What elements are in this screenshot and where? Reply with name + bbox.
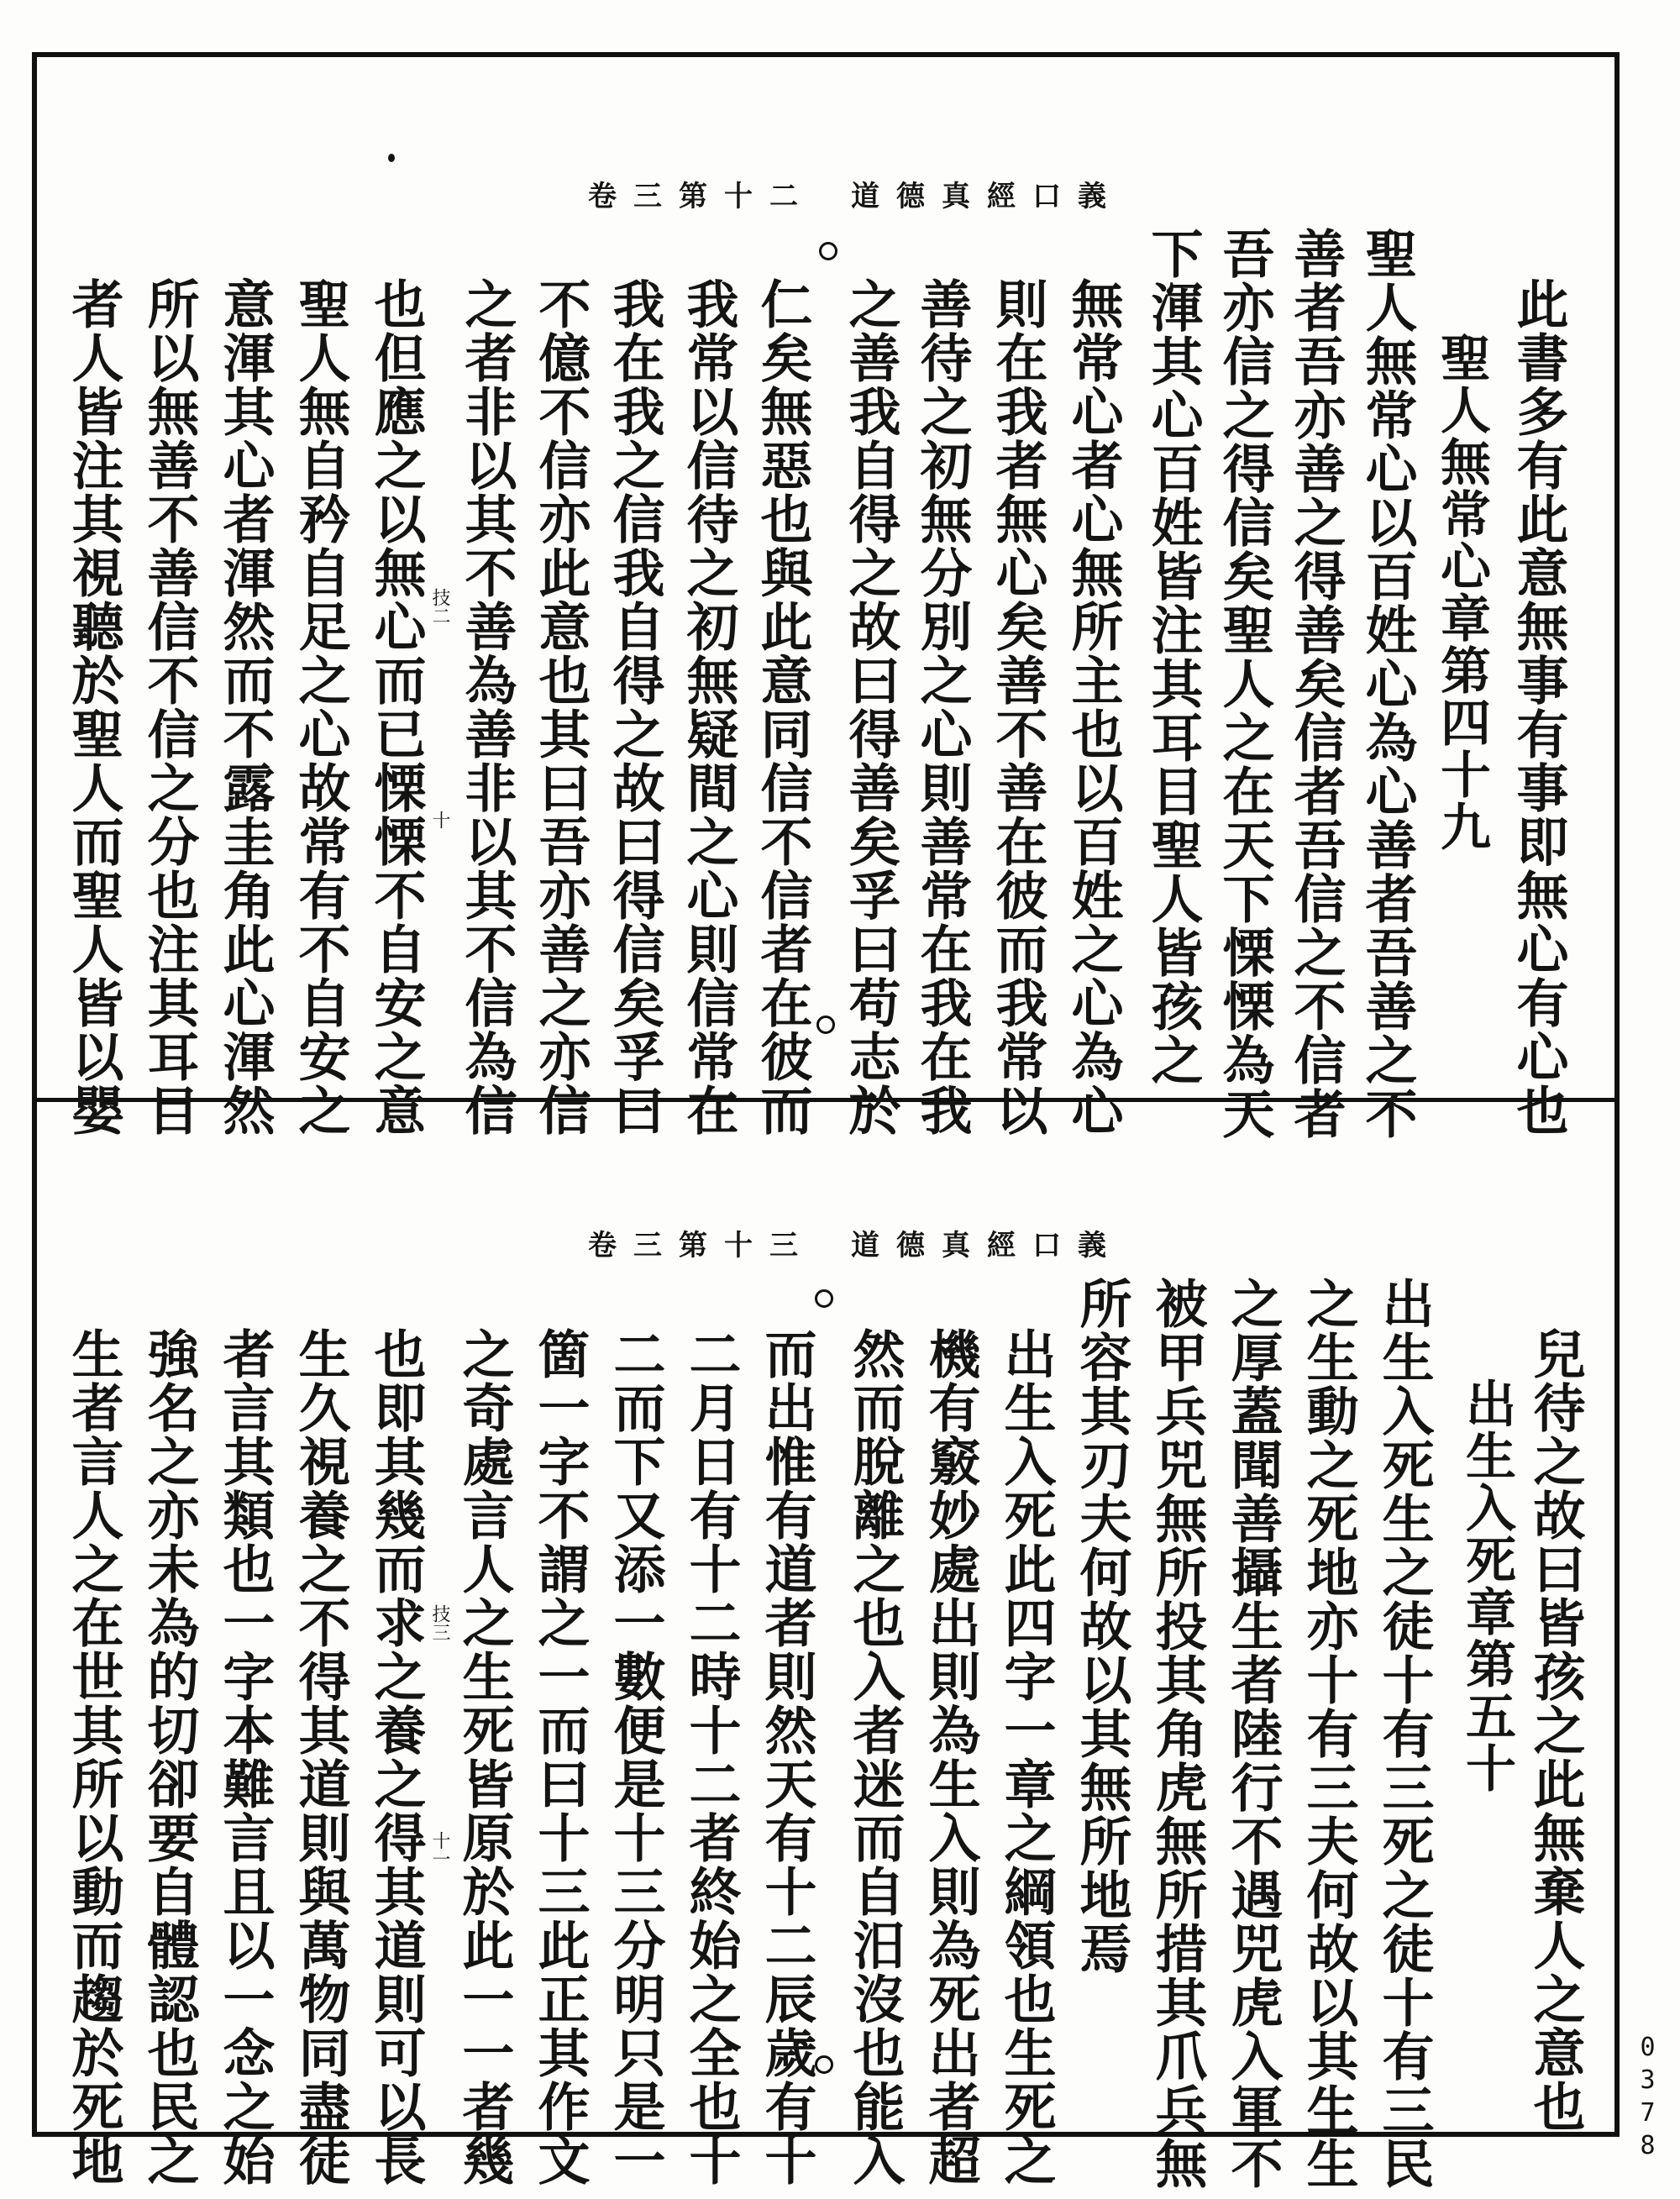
top-col-7: 無常心者心無所主也以百姓之心為心 <box>1063 277 1124 1137</box>
bottom-margin-note-2: 十一 <box>429 1831 450 1868</box>
bottom-col-3: 出生入死生之徒十有三死之徒十有三民 <box>1373 1277 1435 2191</box>
top-col-17: 聖人無自矜自足之心故常有不自安之 <box>290 277 351 1137</box>
bottom-header-title: 道德真經口義 <box>851 1229 1123 1262</box>
top-margin-note-2: 十 <box>429 811 450 829</box>
bottom-col-8: 出生入死此四字一章之綱領也生死之 <box>995 1327 1057 2187</box>
top-col-4: 善者吾亦善之得善矣信者吾信之不信者 <box>1285 227 1347 1141</box>
bottom-col-19: 強名之亦未為的切卻要自體認也民之 <box>139 1327 200 2187</box>
top-col-8: 則在我者無心矣善不善在彼而我常以 <box>987 277 1048 1137</box>
bottom-col-7: 所容其刃夫何故以其無所地焉 <box>1071 1277 1132 1976</box>
top-col-10: 之善我自得之故曰得善矣孚曰苟志於 <box>840 277 901 1137</box>
bottom-col-9: 機有竅妙處出則為生入則為死出者超 <box>920 1327 981 2187</box>
top-col-6: 下渾其心百姓皆注其耳目聖人皆孩之 <box>1142 227 1204 1087</box>
bottom-col-11: 而出惟有道者則然天有十二辰歲有十 <box>756 1327 817 2187</box>
top-col-5: 吾亦信之得信矣聖人之在天下慄慄為天 <box>1214 227 1275 1141</box>
bottom-col-18: 者言其類也一字本難言且以一念之始 <box>214 1327 276 2187</box>
top-circle-mark-2 <box>816 1016 835 1034</box>
page-number: 0378 <box>1633 2033 1662 2164</box>
top-col-16: 也但應之以無心而已慄慄不自安之意 <box>365 277 427 1137</box>
top-col-19: 所以無善不善信不信之分也注其耳目 <box>139 277 200 1137</box>
top-col-9: 善待之初無分別之心則善常在我在我 <box>911 277 973 1137</box>
top-chapter-title: 聖人無常心章第四十九 <box>1432 332 1491 853</box>
bottom-col-14: 箇一字不謂之一而曰十三此正其作文 <box>529 1327 591 2187</box>
bottom-col-16: 也即其幾而求之養之得其道則可以長 <box>365 1327 427 2187</box>
top-header-title: 道德真經口義 <box>851 180 1123 213</box>
bottom-margin-note-1: 技三 <box>429 1604 450 1641</box>
bottom-col-1: 兒待之故曰皆孩之此無棄人之意也 <box>1525 1327 1586 2133</box>
top-margin-note-1: 技二 <box>429 588 450 625</box>
bottom-chapter-title: 出生入死章第五十 <box>1457 1378 1516 1794</box>
top-col-20: 者人皆注其視聽於聖人而聖人皆以嬰 <box>63 277 124 1137</box>
bottom-col-4: 之生動之死地亦十有三夫何故以其生生 <box>1298 1277 1359 2191</box>
top-header-volume: 卷三第十二 <box>588 180 815 213</box>
bottom-col-12: 二月日有十二時十二者終始之全也十 <box>680 1327 742 2187</box>
bottom-col-6: 被甲兵兕無所投其角虎無所措其爪兵無 <box>1147 1277 1208 2191</box>
bottom-circle-mark-2 <box>815 2055 833 2074</box>
bottom-col-15: 之奇處言人之生死皆原於此一一者幾 <box>454 1327 515 2187</box>
bottom-col-20: 生者言人之在世其所以動而趨於死地 <box>63 1327 124 2187</box>
top-col-14: 不億不信亦此意也其曰吾亦善之亦信 <box>530 277 591 1137</box>
top-col-3: 聖人無常心以百姓心為心善者吾善之不 <box>1357 227 1418 1141</box>
bottom-col-17: 生久視養之不得其道則與萬物同盡徒 <box>290 1327 351 2187</box>
top-col-1: 此書多有此意無事有事即無心有心也 <box>1508 277 1569 1137</box>
bottom-header-volume: 卷三第十三 <box>588 1229 815 1262</box>
top-col-15: 之者非以其不善為善非以其不信為信 <box>456 277 517 1137</box>
bottom-col-5: 之厚蓋聞善攝生者陸行不遇兕虎入軍不 <box>1222 1277 1284 2191</box>
top-col-18: 意渾其心者渾然而不露圭角此心渾然 <box>214 277 276 1137</box>
bottom-col-13: 二而下又添一數便是十三分明只是一 <box>605 1327 666 2187</box>
ink-dot <box>388 154 395 162</box>
top-col-12: 我常以信待之初無疑間之心則信常在 <box>678 277 739 1137</box>
bottom-col-10: 然而脫離之也入者迷而自汨沒也能入 <box>844 1327 906 2187</box>
bottom-circle-mark-1 <box>815 1289 833 1308</box>
top-col-13: 我在我之信我自得之故曰得信矣孚曰 <box>604 277 665 1137</box>
top-circle-mark-1 <box>819 242 837 260</box>
top-col-11: 仁矣無惡也與此意同信不信者在彼而 <box>752 277 813 1137</box>
